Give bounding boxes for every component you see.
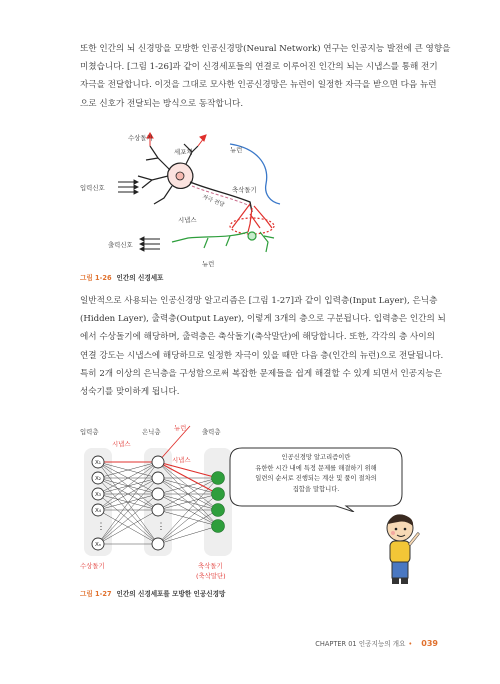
label-axon-terminal: 축삭돌기 [232,186,257,194]
input-arrows-icon [118,180,138,194]
bubble-line: 인공신경망 알고리즘이란 [281,454,351,461]
text-line: (Hidden Layer), 출력층(Output Layer), 이렇게 3개의 층으로 구분됩니다. 입력층은 인간의 뇌 [80,314,446,325]
chapter-title: 인공지능의 개요 [358,640,406,648]
neuron-label: 뉴런 [174,424,187,432]
output-node [212,520,225,533]
input-node-label: X₃ [94,492,102,499]
bubble-line: 일련의 순서로 진행되는 계산 및 풀이 절차의 [255,475,377,482]
bubble-text [236,453,396,495]
text-line: 일반적으로 사용되는 인공신경망 알고리즘은 [그림 1-27]과 같이 입력층(Input Layer), 은닉층 [80,296,438,306]
page-number: 039 [421,639,438,648]
neural-network-diagram [80,422,240,586]
bubble-line: 집합을 말합니다. [292,485,340,493]
page-footer [315,638,438,648]
second-neuron-icon [172,232,274,252]
input-node-label: X₄ [94,508,102,515]
text-line: 에서 수상돌기에 해당하며, 출력층은 축삭돌기(축삭말단)에 해당합니다. 또한, 각각의 층 사이의 [80,332,435,343]
text-line: 연결 강도는 시냅스에 해당하므로 일정한 자극이 있을 때만 다음 층(인간의 뉴런)으로 전달됩니다. [80,350,444,361]
dendrite-label: 수상돌기 [80,562,105,570]
character-illustration [380,512,424,588]
synapse-label-left: 시냅스 [112,440,131,448]
figure-caption-1-27 [80,588,225,598]
input-node-label: Xₙ [94,542,102,549]
hidden-node [152,504,164,516]
input-node-label: X₁ [94,460,102,467]
figure-caption-1-26 [80,272,163,282]
text-line: 으로 신호가 전달되는 방식으로 동작합니다. [80,98,244,109]
label-synapse: 시냅스 [178,216,197,224]
label-output-signal: 출력신호 [108,241,133,249]
output-node [212,488,225,501]
hidden-node [152,472,164,484]
caption-text: 인간의 신경세포 [116,274,164,282]
ellipsis-label: ⋮ [156,522,166,532]
separator-dot: • [408,640,413,648]
caption-number: 그림 1-26 [80,274,112,282]
synapse-label-right: 시냅스 [172,456,191,464]
hidden-node [152,456,164,468]
axon-label-line1: 축삭돌기 [198,562,223,570]
cell-body-icon [168,163,193,188]
output-arrows-icon [140,237,160,251]
dendrite-arrow-icon [147,133,206,146]
hidden-node [152,538,164,550]
axon-terminal-icon [230,204,274,234]
neuron-figure [80,124,300,276]
intro-paragraph [80,40,451,113]
label-cell-body: 세포체 [174,148,193,156]
hidden-layer-title: 은닉층 [142,428,161,436]
text-line: 특히 2개 이상의 은닉층을 구성함으로써 복잡한 문제들을 쉽게 해결할 수 있게 되면서 인공지능은 [80,368,443,379]
output-node [212,504,225,517]
hidden-node [152,488,164,500]
label-transmission: 자극 전달 [201,194,226,209]
label-neuron-top: 뉴런 [230,146,243,154]
output-layer-title: 출력층 [202,428,221,436]
label-dendrite: 수상돌기 [128,134,153,142]
ellipsis-label: ⋮ [96,522,106,532]
label-input-signal: 입력신호 [80,184,105,192]
axon-label-line2: (축삭말단) [196,572,226,580]
text-line: 자극을 전달합니다. 이것을 그대로 모사한 인공신경망은 뉴런이 일정한 자극을 받으면 다음 뉴런 [80,80,437,91]
bubble-line: 유한한 시간 내에 특정 문제를 해결하기 위해 [255,464,377,472]
character-icon [387,514,418,584]
output-node [212,472,225,485]
text-line: 또한 인간의 뇌 신경망을 모방한 인공신경망(Neural Network) 연구는 인공지능 발전에 큰 영향을 [80,44,451,54]
caption-text: 인간의 신경세포를 모방한 인공신경망 [116,590,226,598]
text-line: 성숙기를 맞이하게 됩니다. [80,387,180,398]
body-paragraph [80,292,446,401]
chapter-label: CHAPTER 01 [315,640,357,648]
caption-number: 그림 1-27 [80,590,112,598]
input-node-label: X₂ [94,476,102,483]
input-layer-title: 입력층 [80,428,99,436]
label-neuron-bottom: 뉴런 [202,260,215,268]
text-line: 미쳤습니다. [그림 1-26]과 같이 신경세포들의 연결로 이루어진 인간의 뇌는 시냅스를 통해 전기 [80,62,438,73]
